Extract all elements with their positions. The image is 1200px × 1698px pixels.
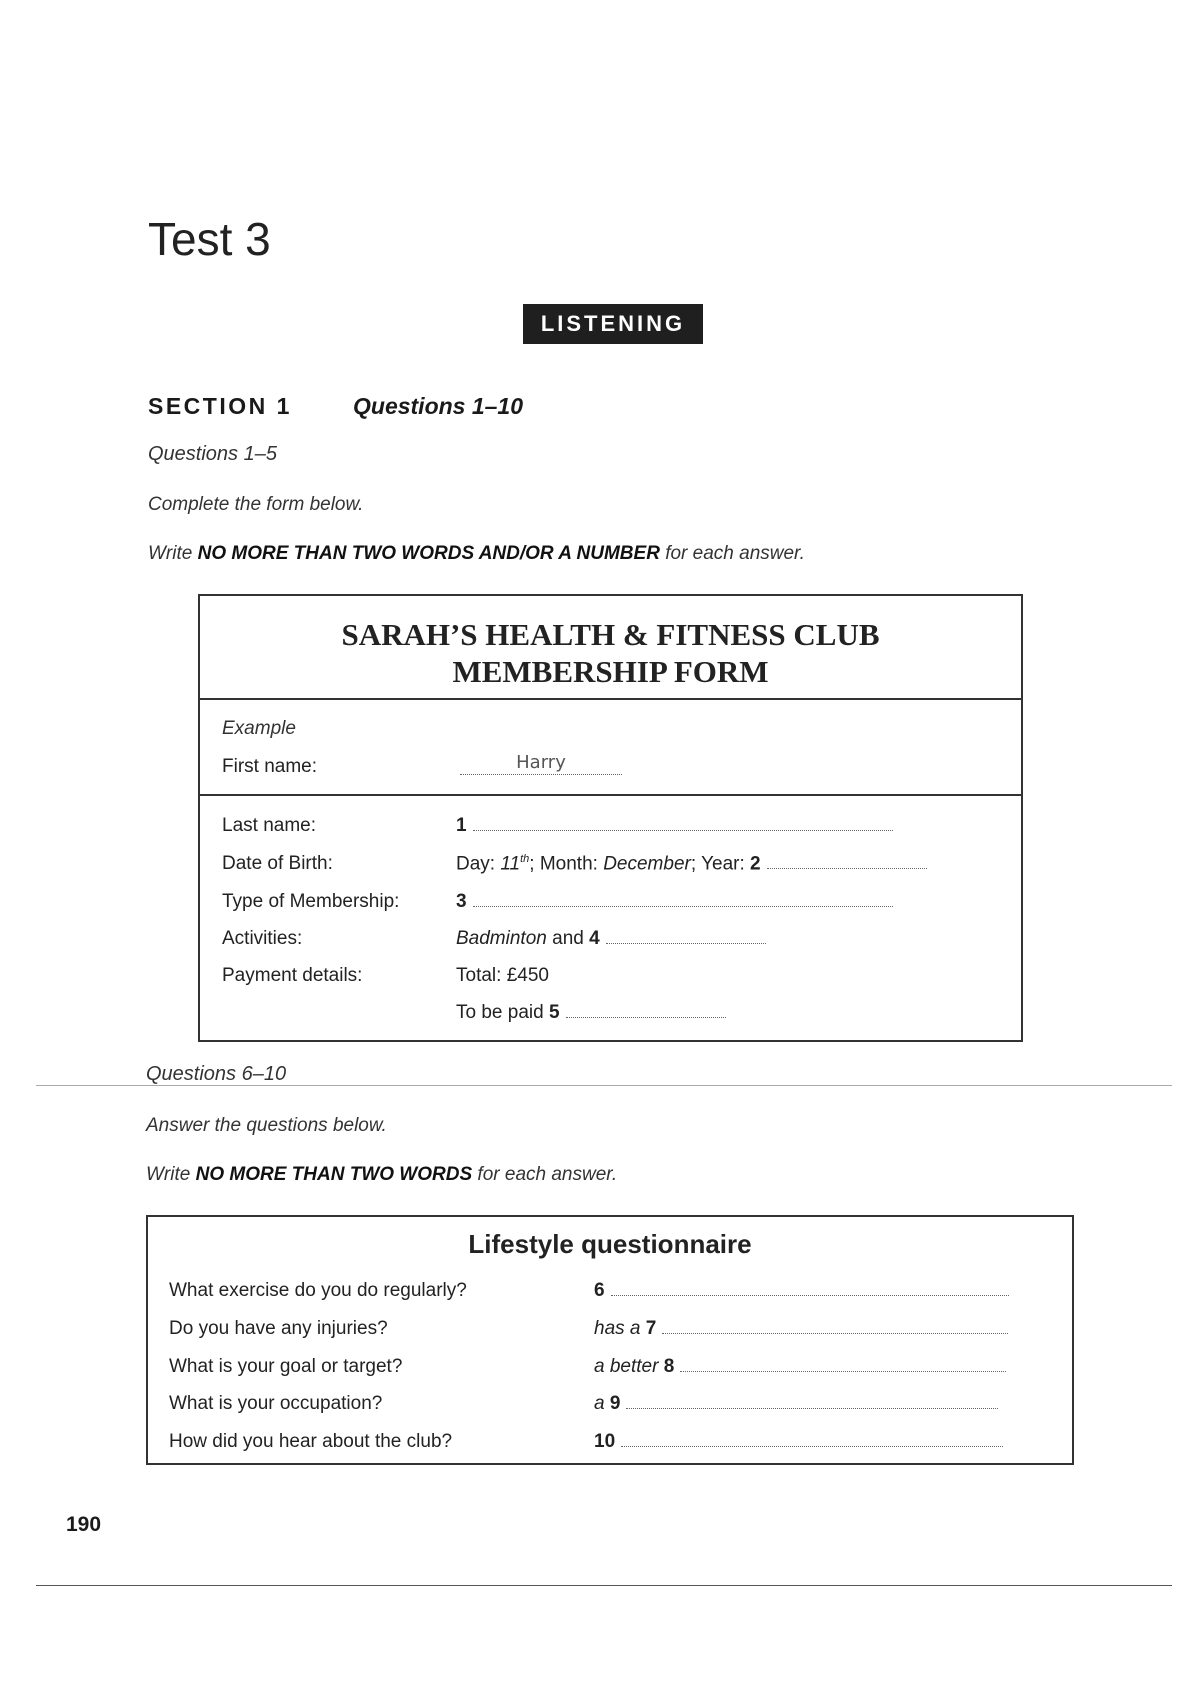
answer-field-5[interactable] — [456, 1002, 726, 1024]
first-name-label: First name: — [222, 756, 318, 777]
question-number: 2 — [750, 853, 761, 875]
question-7-text: Do you have any injuries? — [169, 1318, 388, 1339]
part2-heading: Questions 6–10 — [146, 1063, 287, 1085]
dob-month-prefix: ; Month: — [529, 853, 604, 875]
word-limit-suffix: for each answer. — [659, 543, 805, 564]
part1-word-limit — [148, 543, 805, 565]
dob-day: 11 — [500, 853, 521, 875]
section-label: SECTION 1 — [148, 393, 292, 419]
dob-month: December — [603, 853, 691, 875]
question-number: 4 — [589, 928, 600, 949]
answer-dots — [767, 854, 927, 869]
answer-dots — [473, 816, 893, 831]
payment-label: Payment details: — [222, 965, 363, 986]
question-9-text: What is your occupation? — [169, 1393, 383, 1414]
question-number: 10 — [594, 1431, 616, 1452]
listening-badge: LISTENING — [523, 304, 703, 344]
answer-field-4[interactable] — [456, 928, 766, 950]
question-number: 7 — [645, 1318, 657, 1339]
word-limit-emphasis: NO MORE THAN TWO WORDS AND/OR A NUMBER — [197, 543, 660, 564]
answer-field-3[interactable] — [456, 891, 893, 913]
last-name-label: Last name: — [222, 815, 316, 836]
answer-dots — [621, 1432, 1003, 1447]
question-8-text: What is your goal or target? — [169, 1356, 403, 1377]
question-number: 3 — [456, 891, 467, 912]
answer-prefix: a better — [594, 1356, 664, 1377]
word-limit-prefix: Write — [146, 1164, 196, 1185]
form-title — [200, 616, 1021, 690]
dob-year-prefix: ; Year: — [690, 853, 751, 875]
test-title: Test 3 — [148, 213, 271, 265]
title-divider — [200, 698, 1021, 700]
answer-prefix: a — [594, 1393, 610, 1414]
answer-field-8[interactable] — [594, 1356, 1006, 1378]
dob-day-prefix: Day: — [456, 853, 501, 875]
question-number: 9 — [609, 1393, 621, 1414]
page-rule-lower — [36, 1585, 1172, 1586]
answer-prefix: has a — [594, 1318, 646, 1339]
answer-field-1[interactable] — [456, 815, 893, 837]
answer-dots — [626, 1394, 998, 1409]
lifestyle-questionnaire — [146, 1215, 1074, 1465]
part1-instruction: Complete the form below. — [148, 494, 364, 515]
membership-type-label: Type of Membership: — [222, 891, 400, 912]
section-questions-range: Questions 1–10 — [353, 393, 524, 419]
answer-dots — [606, 929, 766, 944]
page-number: 190 — [66, 1513, 102, 1536]
word-limit-emphasis: NO MORE THAN TWO WORDS — [195, 1164, 473, 1185]
answer-dots — [566, 1003, 726, 1018]
part2-instruction: Answer the questions below. — [146, 1115, 387, 1136]
example-divider — [200, 794, 1021, 796]
part1-heading: Questions 1–5 — [148, 443, 277, 465]
word-limit-suffix: for each answer. — [472, 1164, 618, 1185]
question-6-text: What exercise do you do regularly? — [169, 1280, 467, 1301]
answer-dots — [473, 892, 893, 907]
answer-dots — [680, 1357, 1006, 1372]
answer-field-6[interactable] — [594, 1280, 1009, 1302]
answer-field-10[interactable] — [594, 1431, 1003, 1453]
answer-field-7[interactable] — [594, 1318, 1008, 1340]
part2-word-limit — [146, 1164, 617, 1186]
question-number: 8 — [663, 1356, 675, 1377]
question-number: 1 — [456, 815, 467, 836]
activity-given: Badminton — [456, 928, 547, 949]
first-name-answer — [460, 752, 622, 775]
activity-and: and — [546, 928, 590, 949]
answer-dots — [611, 1281, 1009, 1296]
example-label: Example — [222, 718, 296, 739]
answer-field-9[interactable] — [594, 1393, 998, 1415]
dob-day-suffix: th — [520, 853, 530, 865]
membership-form — [198, 594, 1023, 1042]
payment-paid-prefix: To be paid — [456, 1002, 549, 1023]
first-name-value: Harry — [516, 752, 566, 773]
questionnaire-title: Lifestyle questionnaire — [468, 1229, 752, 1259]
question-10-text: How did you hear about the club? — [169, 1431, 453, 1452]
question-number: 6 — [594, 1280, 605, 1301]
form-title-line2: MEMBERSHIP FORM — [452, 654, 769, 689]
payment-total: Total: £450 — [456, 965, 549, 986]
question-number: 5 — [548, 1002, 560, 1023]
form-title-line1: SARAH’S HEALTH & FITNESS CLUB — [341, 617, 880, 652]
answer-dots — [662, 1319, 1008, 1334]
dob-label: Date of Birth: — [222, 853, 333, 874]
word-limit-prefix: Write — [148, 543, 198, 564]
answer-field-2[interactable] — [456, 853, 927, 875]
activities-label: Activities: — [222, 928, 303, 949]
